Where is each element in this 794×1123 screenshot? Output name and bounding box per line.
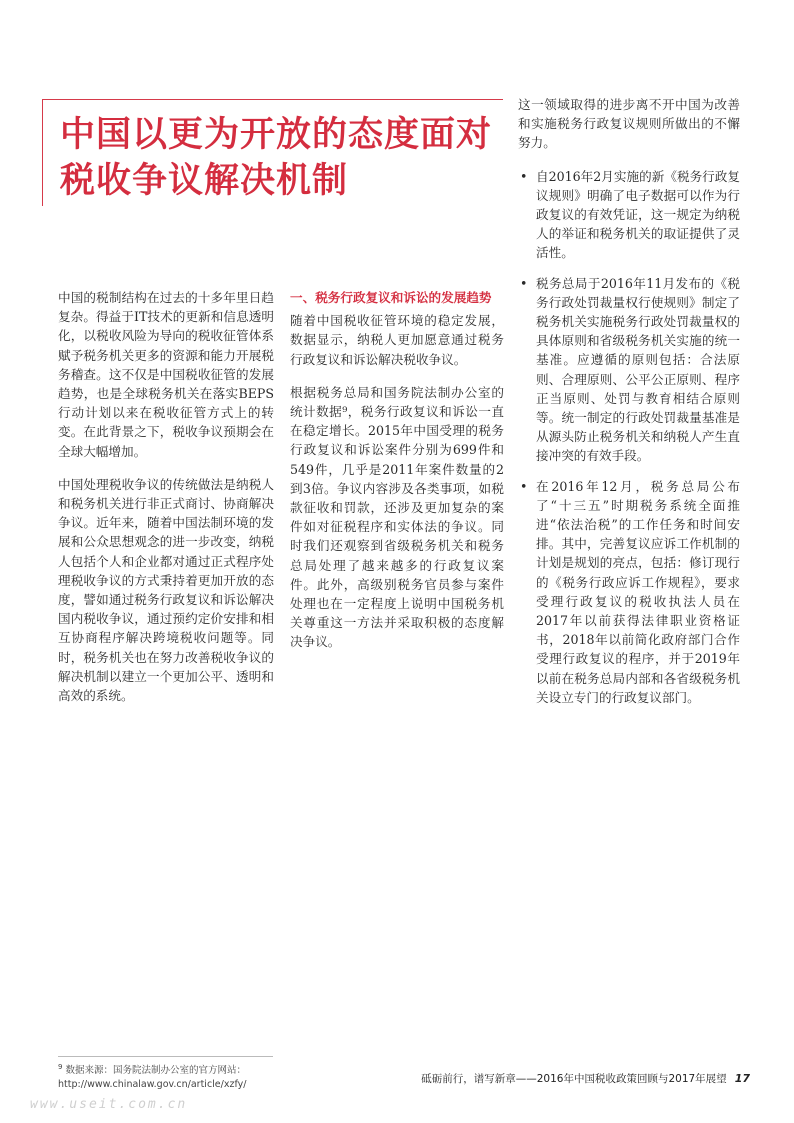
bullet-icon: • xyxy=(520,168,528,184)
column-right xyxy=(518,95,740,718)
section-heading: 一、税务行政复议和诉讼的发展趋势 xyxy=(290,290,492,305)
watermark: www.useit.com.cn xyxy=(30,1097,188,1112)
page-title: 中国以更为开放的态度面对税收争议解决机制 xyxy=(60,115,493,201)
list-item-text: 在2016年12月，税务总局公布了“十三五”时期税务系统全面推进“依法治税”的工作任务和时间安排。其中，完善复议应诉工作机制的计划是规划的亮点，包括：修订现行的《税务行政应诉工作规程》，要求受理行政复议的税收执法人员在2017年以前获得法律职业资格证书，2018年以前简化政府部门合作受理行政复议的程序，并于2019年以前在税务总局内部和各省级税务机关设立专门的行政复议部门。 xyxy=(536,478,740,705)
list-item xyxy=(518,477,740,707)
footnote-text: 数据来源：国务院法制办公室的官方网站：http://www.chinalaw.gov.cn/article/xzfy/ xyxy=(58,1065,247,1091)
paragraph: 中国的税制结构在过去的十多年里日趋复杂。得益于IT技术的更新和信息透明化，以税收风险为导向的税收征管体系赋予税务机关更多的资源和能力开展税务稽查。这不仅是中国税收征管的发展趋势，也是全球税务机关在落实BEPS行动计划以来在税收征管方式上的转变。在此背景之下，税收争议预期会在全球大幅增加。 xyxy=(58,290,274,459)
list-item-text: 自2016年2月实施的新《税务行政复议规则》明确了电子数据可以作为行政复议的有效凭证，这一规定为纳税人的举证和税务机关的取证提供了灵活性。 xyxy=(536,168,740,261)
column-left xyxy=(58,288,274,719)
paragraph: 随着中国税收征管环境的稳定发展，数据显示，纳税人更加愿意通过税务行政复议和诉讼解决税收争议。 xyxy=(290,313,504,367)
bullet-icon: • xyxy=(520,275,528,291)
page-number: 17 xyxy=(734,1072,750,1085)
list-item-text: 税务总局于2016年11月发布的《税务行政处罚裁量权行使规则》制定了税务机关实施税务行政处罚裁量权的具体原则和省级税务机关实施的统一基准。应遵循的原则包括：合法原则、合理原则、公平公正原则、程序正当原则、处罚与教育相结合原则等。统一制定的行政处罚裁量基准是从源头防止税务机关和纳税人产生直接冲突的有效手段。 xyxy=(536,275,740,464)
paragraph: 这一领域取得的进步离不开中国为改善和实施税务行政复议规则所做出的不懈努力。 xyxy=(518,97,740,151)
footnote-divider xyxy=(58,1056,273,1057)
list-item xyxy=(518,274,740,466)
footer-title: 砥砺前行，谱写新章——2016年中国税收政策回顾与2017年展望 xyxy=(421,1073,727,1085)
page-footer xyxy=(421,1071,750,1086)
bullet-icon: • xyxy=(520,478,528,494)
list-item xyxy=(518,167,740,263)
footnote-marker: 9 xyxy=(58,1063,63,1071)
column-middle xyxy=(290,288,504,666)
bullet-list xyxy=(518,167,740,707)
paragraph: 根据税务总局和国务院法制办公室的统计数据⁹，税务行政复议和诉讼一直在稳定增长。2015年中国受理的税务行政复议和诉讼案件分别为699件和549件，几乎是2011年案件数量的2到3倍。争议内容涉及各类事项，如税款征收和罚款，还涉及更加复杂的案件如对征税程序和实体法的争议。同时我们还观察到省级税务机关和税务总局处理了越来越多的行政复议案件。此外，高级别税务官员参与案件处理也在一定程度上说明中国税务机关尊重这一方法并采取积极的态度解决争议。 xyxy=(290,384,504,650)
paragraph: 中国处理税收争议的传统做法是纳税人和税务机关进行非正式商讨、协商解决争议。近年来，随着中国法制环境的发展和公众思想观念的进一步改变，纳税人包括个人和企业都对通过正式程序处理税收争议的方式秉持着更加开放的态度，譬如通过税务行政复议和诉讼解决国内税收争议，通过预约定价安排和相互协商程序解决跨境税收问题等。同时，税务机关也在努力改善税收争议的解决机制以建立一个更加公平、透明和高效的系统。 xyxy=(58,476,274,704)
footnote xyxy=(58,1060,274,1092)
